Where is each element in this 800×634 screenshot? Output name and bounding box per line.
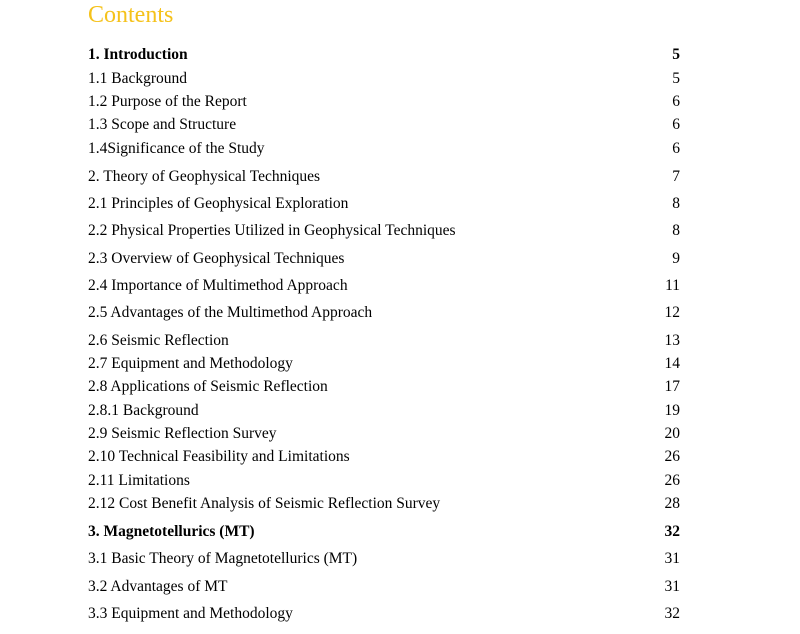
toc-entry-title: 3.3 Equipment and Methodology [88,605,293,622]
toc-entry-page-number: 5 [672,70,680,87]
toc-entry[interactable] [88,193,680,215]
toc-entry[interactable] [88,44,680,66]
toc-entry-title: 2. Theory of Geophysical Techniques [88,168,321,185]
toc-entry[interactable] [88,302,680,324]
toc-entry[interactable] [88,423,680,445]
toc-entry-title: 2.4 Importance of Multimethod Approach [88,277,348,294]
toc-entry-title: 1.1 Background [88,70,188,87]
toc-entry-title: 2.3 Overview of Geophysical Techniques [88,250,345,267]
toc-heading: Contents [88,2,174,28]
toc-entry-page-number: 14 [664,355,680,372]
toc-entry-page-number: 12 [664,304,680,321]
toc-entry-title: 2.1 Principles of Geophysical Exploration [88,195,349,212]
toc-entry[interactable] [88,114,680,136]
toc-entry-title: 2.12 Cost Benefit Analysis of Seismic Reflection Survey [88,495,441,512]
toc-entry[interactable] [88,330,680,352]
toc-entry[interactable] [88,248,680,270]
toc-entry-title: 2.6 Seismic Reflection [88,332,229,349]
toc-entry-title: 2.9 Seismic Reflection Survey [88,425,277,442]
toc-entry[interactable] [88,353,680,375]
toc-entry-title: 3.2 Advantages of MT [88,578,228,595]
toc-entry-page-number: 6 [672,93,680,110]
toc-entry[interactable] [88,576,680,598]
toc-entry-title: 3.1 Basic Theory of Magnetotellurics (MT) [88,550,358,567]
toc-entry-page-number: 26 [664,472,680,489]
toc-entry-page-number: 28 [664,495,680,512]
toc-entry-page-number: 31 [664,578,680,595]
toc-entry-page-number: 32 [664,605,680,622]
toc-entry-title: 1.3 Scope and Structure [88,116,237,133]
toc-entry-page-number: 31 [664,550,680,567]
toc-entry[interactable] [88,493,680,515]
toc-entry[interactable] [88,603,680,625]
toc-entry-title: 1.2 Purpose of the Report [88,93,247,110]
toc-entry-page-number: 6 [672,116,680,133]
toc-entry-page-number: 32 [664,523,680,540]
toc-entry[interactable] [88,446,680,468]
toc-entry-title: 1. Introduction [88,46,188,63]
toc-entry-page-number: 9 [672,250,680,267]
toc-entry[interactable] [88,91,680,113]
toc-entry[interactable] [88,275,680,297]
toc-entry-page-number: 6 [672,140,680,157]
toc-entry-page-number: 17 [664,378,680,395]
toc-entry-title: 2.2 Physical Properties Utilized in Geophysical Techniques [88,222,456,239]
toc-entry[interactable] [88,220,680,242]
toc-entry[interactable] [88,521,680,543]
toc-entry-title: 1.4Significance of the Study [88,140,265,157]
toc-entry[interactable] [88,68,680,90]
toc-entry-page-number: 8 [672,222,680,239]
toc-entry[interactable] [88,376,680,398]
toc-entry-title: 2.7 Equipment and Methodology [88,355,293,372]
toc-entry-title: 2.10 Technical Feasibility and Limitations [88,448,350,465]
toc-entry-title: 2.8 Applications of Seismic Reflection [88,378,328,395]
toc-entry-page-number: 20 [664,425,680,442]
toc-entry-page-number: 5 [672,46,680,63]
toc-entry[interactable] [88,138,680,160]
toc-entry[interactable] [88,166,680,188]
toc-entry-title: 3. Magnetotellurics (MT) [88,523,255,540]
toc-entry-page-number: 13 [664,332,680,349]
toc-entry-page-number: 8 [672,195,680,212]
toc-entry-page-number: 26 [664,448,680,465]
toc-entry-title: 2.8.1 Background [88,402,199,419]
toc-entry[interactable] [88,470,680,492]
toc-entry[interactable] [88,548,680,570]
toc-entry-page-number: 19 [664,402,680,419]
toc-entry[interactable] [88,400,680,422]
toc-entry-title: 2.11 Limitations [88,472,190,489]
toc-entry-page-number: 7 [672,168,680,185]
toc-entry-page-number: 11 [665,277,680,294]
toc-entry-title: 2.5 Advantages of the Multimethod Approach [88,304,373,321]
